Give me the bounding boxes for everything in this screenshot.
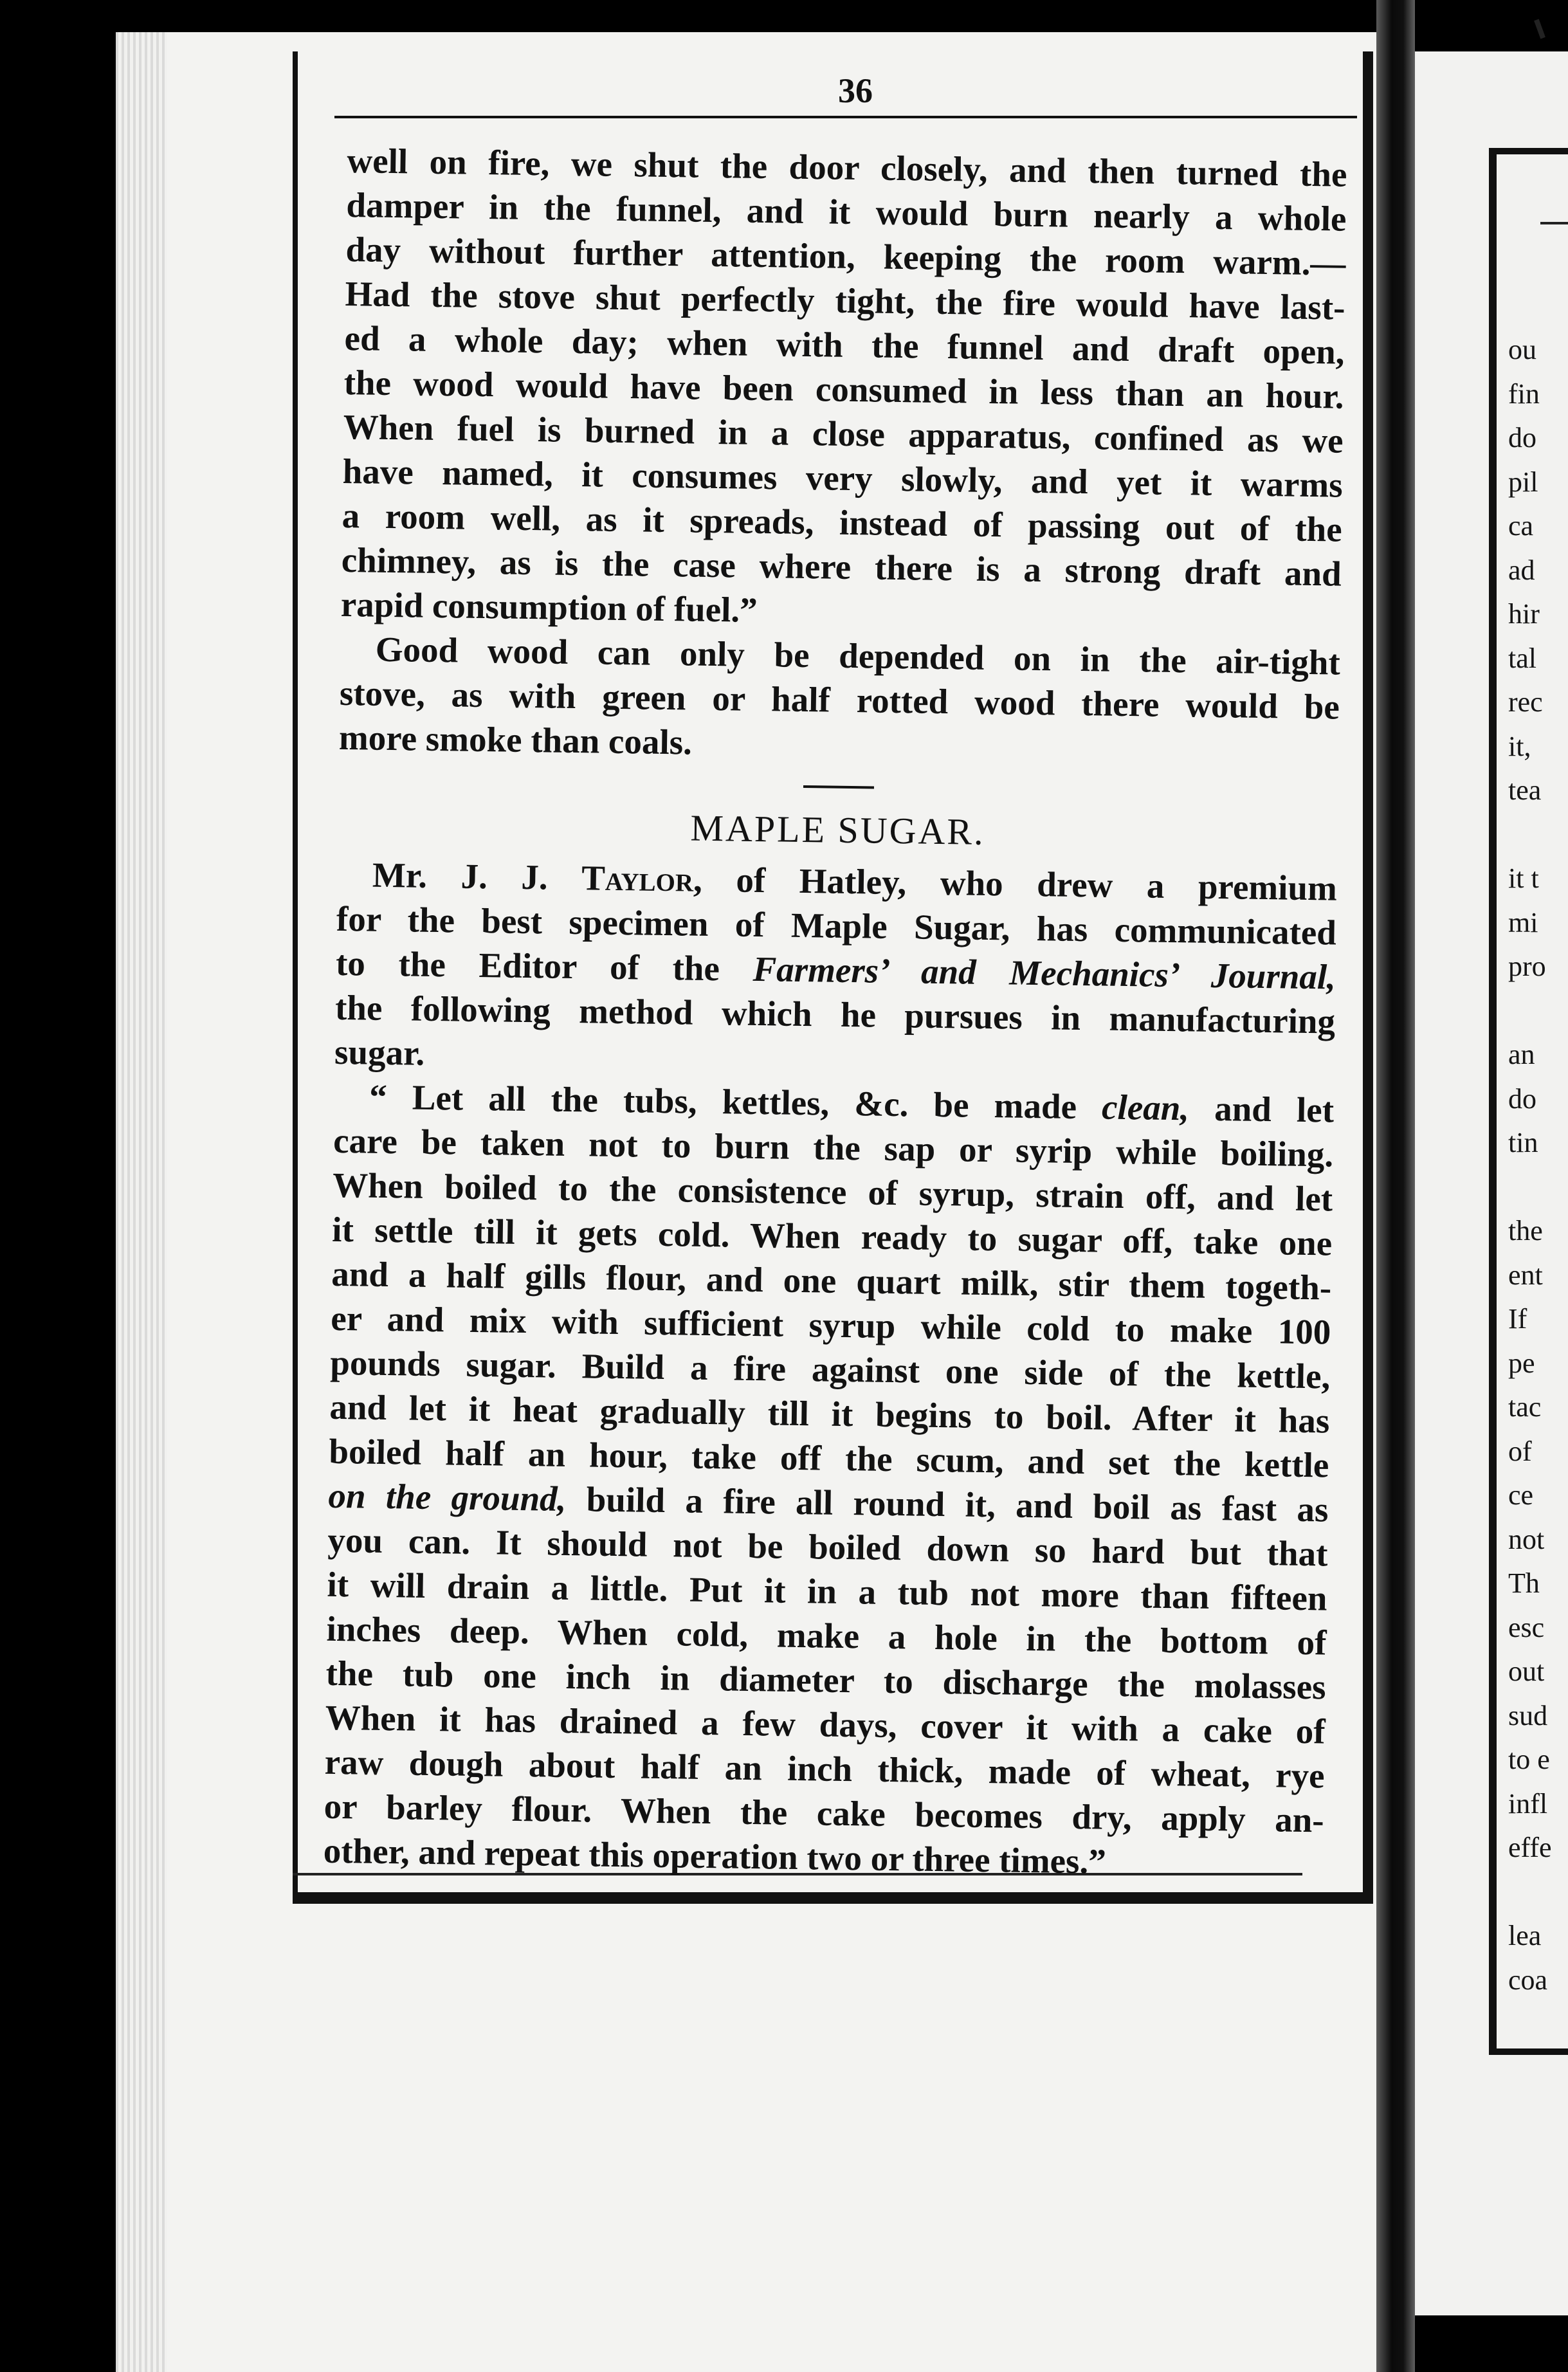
- facing-text-fragment: fin: [1508, 378, 1540, 410]
- page-edge-stack: [116, 32, 167, 2372]
- facing-text-fragment: pil: [1508, 466, 1538, 498]
- facing-text-fragment: Th: [1508, 1567, 1540, 1599]
- facing-text-fragment: it t: [1508, 862, 1539, 894]
- text-line: it will drain a little. Put it in a tub not more than fifteen: [327, 1564, 1327, 1618]
- text-line: care be taken not to burn the sap or syrip while boiling.: [333, 1120, 1334, 1174]
- book-gutter: [1376, 0, 1415, 2372]
- facing-text-fragment: [1508, 1870, 1568, 1915]
- text-line: for the best specimen of Maple Sugar, has communicated: [336, 899, 1337, 953]
- text-line: pounds sugar. Build a fire against one side of the kettle,: [329, 1342, 1331, 1396]
- text-line: well on fire, we shut the door closely, and then turned the: [347, 140, 1347, 194]
- facing-text-fragment: esc: [1508, 1611, 1545, 1643]
- section-divider: [803, 785, 873, 789]
- text-line: boiled half an hour, take off the scum, and set the kettle: [329, 1431, 1329, 1485]
- facing-text-fragment: tea: [1508, 774, 1542, 806]
- facing-text-fragment: ent: [1508, 1259, 1543, 1291]
- text-line: er and mix with sufficient syrup while cold to make 100: [330, 1298, 1331, 1352]
- facing-text-fragment: tac: [1508, 1391, 1542, 1423]
- body-text: [323, 138, 1347, 1886]
- text-line: raw dough about half an inch thick, made of wheat, rye: [324, 1742, 1326, 1796]
- author-name: Taylor: [581, 858, 694, 899]
- facing-text-fragment: pro: [1508, 951, 1546, 982]
- text-line: and a half gills flour, and one quart milk, stir them togeth-: [331, 1254, 1332, 1308]
- text-span: to the Editor of the: [335, 943, 754, 989]
- facing-text-fragment: ca: [1508, 510, 1534, 542]
- facing-text-fragment: not: [1508, 1523, 1545, 1555]
- recipe-lines: [323, 1518, 1328, 1887]
- text-line: When fuel is burned in a close apparatus, confined as we: [343, 406, 1344, 461]
- facing-text-fragment: of: [1508, 1435, 1532, 1467]
- facing-text-fragment: to e: [1508, 1744, 1550, 1775]
- text-line: When it has drained a few days, cover it with a cake of: [325, 1697, 1326, 1751]
- facing-text-fragment: coa: [1508, 1964, 1548, 1996]
- facing-text-fragment: pe: [1508, 1347, 1535, 1379]
- text-line: stove, as with green or half rotted wood there would be: [339, 673, 1340, 727]
- recipe-lines: [329, 1118, 1334, 1488]
- text-line: or barley flour. When the cake becomes dry, apply an-: [324, 1786, 1325, 1840]
- facing-text-fragment: the: [1508, 1215, 1543, 1246]
- facing-text-fragment: rec: [1508, 686, 1543, 718]
- text-span: , of Hatley, who drew a premium: [693, 859, 1338, 908]
- facing-text-fragment: If: [1508, 1303, 1527, 1335]
- text-line: sugar.: [334, 1032, 425, 1073]
- text-line: have named, it consumes very slowly, and yet it warms: [342, 451, 1344, 505]
- header-rule: [334, 116, 1357, 118]
- facing-text-fragment: ce: [1508, 1479, 1534, 1511]
- text-line: it settle till it gets cold. When ready to sugar off, take one: [331, 1209, 1333, 1263]
- text-line: When boiled to the consistence of syrup, strain off, and let: [332, 1165, 1333, 1219]
- emphasis-ground: on the ground,: [328, 1475, 567, 1519]
- facing-text-fragment: [1508, 989, 1568, 1034]
- text-line: inches deep. When cold, make a hole in the bottom of: [326, 1609, 1327, 1663]
- text-span: and let: [1189, 1088, 1335, 1130]
- facing-text-fragment: lea: [1508, 1920, 1542, 1951]
- text-line: day without further attention, keeping the room warm.—: [345, 229, 1346, 283]
- text-line: damper in the funnel, and it would burn nearly a whole: [346, 185, 1347, 239]
- facing-text-fragment: [1508, 1165, 1568, 1210]
- paragraph-good-wood: [339, 626, 1341, 774]
- facing-text-fragment: it,: [1508, 730, 1531, 762]
- paragraph-stove-fire: [340, 138, 1347, 641]
- paragraph-taylor-intro: [334, 852, 1338, 1088]
- text-line: the wood would have been consumed in less than an hour.: [343, 362, 1344, 416]
- facing-text-fragment: sud: [1508, 1699, 1548, 1731]
- section-heading: MAPLE SUGAR.: [690, 807, 986, 853]
- facing-text-fragment: ad: [1508, 554, 1535, 586]
- text-line: the following method which he pursues in manufacturing: [334, 987, 1336, 1041]
- text-span: build a fire all round it, and boil as fast as: [566, 1479, 1329, 1529]
- text-span: Mr. J. J.: [372, 855, 582, 898]
- text-line: chimney, as is the case where there is a strong draft and: [341, 540, 1342, 594]
- facing-text-fragment: an: [1508, 1039, 1535, 1070]
- text-line: and let it heat gradually till it begins to boil. After it has: [329, 1387, 1330, 1441]
- text-line: Good wood can only be depended on in the air-tight: [375, 629, 1341, 682]
- facing-text-fragment: effe: [1508, 1832, 1552, 1863]
- text-line: a room well, as it spreads, instead of passing out of the: [342, 495, 1343, 549]
- text-line: Had the stove shut perfectly tight, the fire would have last-: [345, 273, 1345, 327]
- facing-text-fragment: tin: [1508, 1127, 1538, 1158]
- facing-text-fragment: [1508, 813, 1568, 857]
- paragraph-recipe: [323, 1074, 1334, 1887]
- journal-title: Farmers’ and Mechanics’ Journal,: [752, 949, 1336, 997]
- page-number: 36: [838, 71, 873, 110]
- text-line: rapid consumption of fuel.”: [340, 584, 758, 630]
- scan-mark: [1534, 19, 1545, 39]
- text-line: more smoke than coals.: [338, 717, 693, 762]
- text-line: ed a whole day; when with the funnel and draft open,: [344, 318, 1345, 372]
- facing-text-fragment: tal: [1508, 642, 1536, 674]
- facing-text-fragment: ou: [1508, 334, 1536, 365]
- emphasis-clean: clean,: [1101, 1087, 1190, 1128]
- facing-text-fragment: do: [1508, 1082, 1536, 1115]
- text-line: you can. It should not be boiled down so hard but that: [327, 1520, 1328, 1574]
- facing-text-fragment: mi: [1508, 906, 1538, 938]
- facing-text-fragment: infl: [1508, 1787, 1548, 1820]
- text-line: the tub one inch in diameter to discharge the molasses: [325, 1653, 1326, 1707]
- facing-text-fragment: hir: [1508, 598, 1540, 630]
- text-span: “ Let all the tubs, kettles, &c. be made: [369, 1077, 1102, 1127]
- facing-text-fragment: do: [1508, 422, 1536, 453]
- text-line: other, and repeat this operation two or three times.”: [323, 1830, 1107, 1881]
- facing-page-text: [1508, 328, 1568, 2002]
- facing-header-rule: [1540, 222, 1568, 224]
- facing-text-fragment: out: [1508, 1656, 1545, 1687]
